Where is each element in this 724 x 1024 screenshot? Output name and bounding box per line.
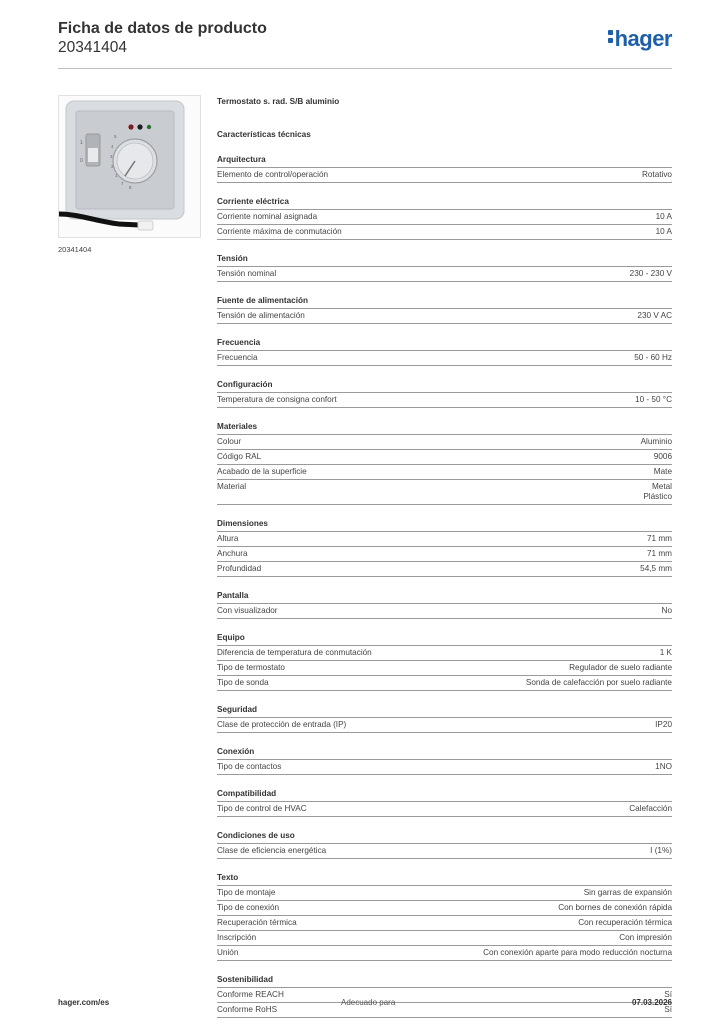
spec-row: [217, 1003, 672, 1018]
spec-value: 1NO: [655, 762, 672, 771]
spec-label: Frecuencia: [217, 353, 258, 362]
tick-label: 8: [129, 185, 132, 190]
spec-group: [217, 589, 672, 619]
spec-value: 10 - 50 °C: [635, 395, 672, 404]
spec-row: [217, 168, 672, 183]
spec-group-title: Condiciones de uso: [217, 829, 672, 844]
spec-value: Rotativo: [641, 170, 672, 179]
spec-label: Conforme REACH: [217, 990, 284, 999]
spec-row: [217, 480, 672, 505]
spec-label: Tipo de montaje: [217, 888, 276, 897]
spec-row: [217, 988, 672, 1003]
product-name: Termostato s. rad. S/B aluminio: [217, 97, 340, 106]
spec-row: [217, 676, 672, 691]
document-title: Ficha de datos de producto: [58, 20, 267, 37]
spec-label: Tipo de sonda: [217, 678, 269, 687]
spec-label: Con visualizador: [217, 606, 278, 615]
spec-value: 54,5 mm: [640, 564, 672, 573]
spec-row: [217, 718, 672, 733]
spec-group-title: Seguridad: [217, 703, 672, 718]
spec-value: 1 K: [659, 648, 672, 657]
spec-row: [217, 450, 672, 465]
spec-row: [217, 465, 672, 480]
section-title: Características técnicas: [217, 130, 311, 139]
spec-value: Aluminio: [640, 437, 672, 446]
spec-value: 230 V AC: [637, 311, 672, 320]
spec-label: Diferencia de temperatura de conmutación: [217, 648, 372, 657]
spec-label: Altura: [217, 534, 239, 543]
tick-label: 1: [80, 140, 83, 146]
spec-value: Con recuperación térmica: [578, 918, 672, 927]
spec-value: Con impresión: [619, 933, 672, 942]
spec-group-title: Texto: [217, 871, 672, 886]
spec-value: Sonda de calefacción por suelo radiante: [525, 678, 672, 687]
spec-label: Conforme RoHS: [217, 1005, 278, 1014]
tick-label: 2: [111, 164, 114, 169]
spec-content: [217, 96, 672, 1018]
logo-text: hager: [614, 26, 672, 51]
tick-label: 4: [111, 144, 114, 149]
spec-group: [217, 378, 672, 408]
spec-row: [217, 760, 672, 775]
spec-label: Acabado de la superficie: [217, 467, 307, 476]
product-image: [58, 95, 201, 238]
spec-row: [217, 532, 672, 547]
spec-row: [217, 562, 672, 577]
spec-group-title: Pantalla: [217, 589, 672, 604]
page-header: [58, 20, 672, 69]
logo-dots-icon: [608, 30, 614, 44]
spec-label: Anchura: [217, 549, 248, 558]
spec-label: Clase de eficiencia energética: [217, 846, 327, 855]
spec-row: [217, 901, 672, 916]
spec-label: Colour: [217, 437, 242, 446]
spec-row: [217, 351, 672, 366]
spec-group-title: Sostenibilidad: [217, 973, 672, 988]
spec-value: Con conexión aparte para modo reducción nocturna: [483, 948, 672, 957]
tick-label: 1: [115, 173, 118, 178]
spec-value: 50 - 60 Hz: [634, 353, 672, 362]
image-caption: 20341404: [58, 245, 92, 254]
tick-label: 5: [114, 134, 117, 139]
spec-group: [217, 153, 672, 183]
spec-groups: [217, 153, 672, 1018]
spec-value: Metal Plástico: [643, 482, 672, 501]
spec-group: [217, 336, 672, 366]
product-number: 20341404: [58, 39, 127, 56]
spec-row: [217, 267, 672, 282]
spec-label: Temperatura de consigna confort: [217, 395, 337, 404]
hager-logo: [608, 26, 672, 56]
spec-row: [217, 309, 672, 324]
spec-value: No: [661, 606, 672, 615]
thermostat-illustration: [59, 96, 200, 237]
tick-label: 7: [121, 181, 124, 186]
spec-group: [217, 517, 672, 577]
spec-label: Inscripción: [217, 933, 257, 942]
spec-label: Corriente nominal asignada: [217, 212, 318, 221]
spec-label: Tipo de contactos: [217, 762, 282, 771]
spec-row: [217, 225, 672, 240]
spec-value: Con bornes de conexión rápida: [558, 903, 672, 912]
spec-value: 10 A: [655, 212, 672, 221]
spec-row: [217, 931, 672, 946]
spec-row: [217, 435, 672, 450]
spec-group-title: Tensión: [217, 252, 672, 267]
footer-note: Adecuado para: [341, 998, 396, 1007]
spec-group-title: Dimensiones: [217, 517, 672, 532]
spec-value: Mate: [653, 467, 672, 476]
spec-value: 230 - 230 V: [629, 269, 672, 278]
spec-group: [217, 787, 672, 817]
spec-group-title: Arquitectura: [217, 153, 672, 168]
spec-label: Unión: [217, 948, 239, 957]
spec-value: 71 mm: [646, 534, 672, 543]
spec-row: [217, 886, 672, 901]
spec-row: [217, 946, 672, 961]
spec-group-title: Compatibilidad: [217, 787, 672, 802]
spec-label: Recuperación térmica: [217, 918, 297, 927]
spec-group-title: Conexión: [217, 745, 672, 760]
tick-label: 3: [110, 154, 113, 159]
spec-row: [217, 604, 672, 619]
spec-group: [217, 703, 672, 733]
spec-value: Sí: [664, 1005, 672, 1014]
spec-row: [217, 916, 672, 931]
spec-value: Regulador de suelo radiante: [569, 663, 672, 672]
spec-group: [217, 745, 672, 775]
spec-group-title: Frecuencia: [217, 336, 672, 351]
spec-group: [217, 829, 672, 859]
spec-group: [217, 871, 672, 961]
spec-row: [217, 547, 672, 562]
spec-label: Tipo de termostato: [217, 663, 285, 672]
spec-label: Tensión de alimentación: [217, 311, 305, 320]
spec-row: [217, 802, 672, 817]
spec-group: [217, 420, 672, 505]
spec-value: IP20: [655, 720, 672, 729]
spec-group-title: Configuración: [217, 378, 672, 393]
spec-value: 9006: [653, 452, 672, 461]
spec-label: Elemento de control/operación: [217, 170, 329, 179]
spec-row: [217, 661, 672, 676]
spec-group: [217, 973, 672, 1018]
spec-row: [217, 210, 672, 225]
spec-value: 71 mm: [646, 549, 672, 558]
footer-website[interactable]: hager.com/es: [58, 998, 110, 1007]
spec-group: [217, 294, 672, 324]
spec-group: [217, 631, 672, 691]
spec-value: 10 A: [655, 227, 672, 236]
spec-label: Clase de protección de entrada (IP): [217, 720, 347, 729]
spec-label: Tipo de conexión: [217, 903, 280, 912]
spec-row: [217, 393, 672, 408]
spec-label: Tensión nominal: [217, 269, 277, 278]
spec-group-title: Corriente eléctrica: [217, 195, 672, 210]
spec-label: Material: [217, 482, 247, 491]
spec-group: [217, 252, 672, 282]
spec-group: [217, 195, 672, 240]
spec-label: Corriente máxima de conmutación: [217, 227, 342, 236]
spec-row: [217, 646, 672, 661]
tick-label: 0: [80, 158, 83, 164]
spec-label: Profundidad: [217, 564, 262, 573]
spec-label: Tipo de control de HVAC: [217, 804, 307, 813]
footer-date: 07.03.2026: [631, 998, 672, 1007]
spec-value: Sin garras de expansión: [583, 888, 672, 897]
spec-group-title: Fuente de alimentación: [217, 294, 672, 309]
spec-row: [217, 844, 672, 859]
spec-value: I (1%): [650, 846, 672, 855]
spec-value: Calefacción: [629, 804, 672, 813]
spec-value: Sí: [664, 990, 672, 999]
spec-group-title: Equipo: [217, 631, 672, 646]
spec-group-title: Materiales: [217, 420, 672, 435]
spec-label: Código RAL: [217, 452, 262, 461]
